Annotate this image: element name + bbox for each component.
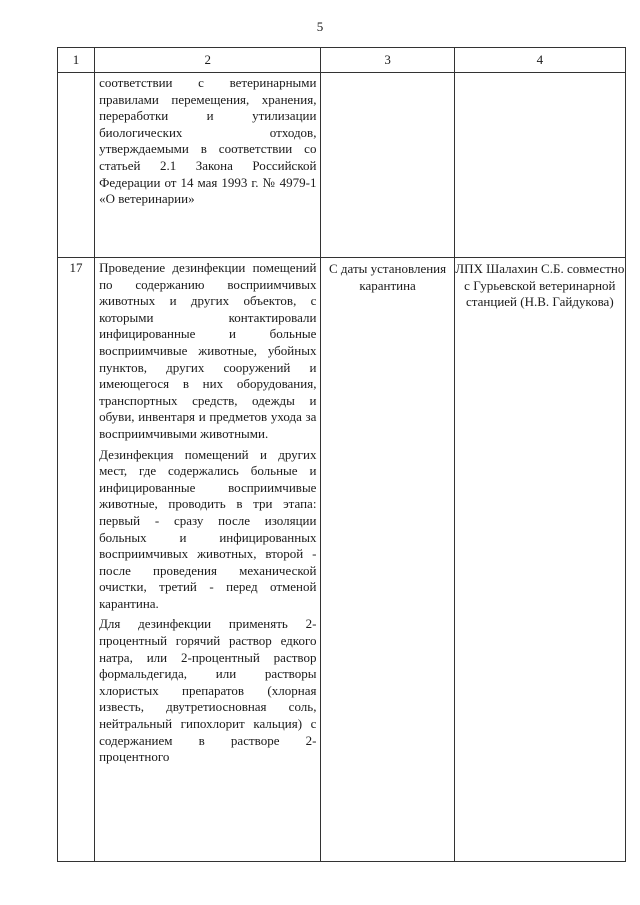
cell-continuation-text: соответствии с ветеринарными правилами перемещения, хранения, переработки и утилизации биологических отходов, утверждаемыми в соответствии со статьей 2.1 Закона Российской Федерации от 14 мая 1993 г. № 4979-1 «О ветеринарии» <box>95 73 321 258</box>
table-header-row <box>58 48 626 73</box>
measure-paragraph-1: Проведение дезинфекции помещений по содержанию восприимчивых животных и других объектов, с которыми контактировали инфицированные и больные восприимчивые животные, убойных пунктов, других сооружений и имеющегося в них оборудования, транспортных средств, одежды и обуви, инвентаря и предметов ухода за восприимчивыми животными. <box>99 260 317 441</box>
table-row-17 <box>58 258 626 862</box>
measure-paragraph-2: Дезинфекция помещений и других мест, где содержались больные и инфицированные восприимчивые животные, проводить в три этапа: первый - сразу после изоляции больных и инфицированных восприимчивых животных, второй - после проведения механической очистки, третий - перед отменой карантина. <box>99 446 317 611</box>
page-number: 5 <box>316 19 324 34</box>
cell-responsible: ЛПХ Шалахин С.Б. совместно с Гурьевской ветеринарной станцией (Н.В. Гайдукова) <box>454 258 625 862</box>
cell-deadline: С даты установления карантина <box>321 258 454 862</box>
cell-number-empty <box>58 73 95 258</box>
header-col-4: 4 <box>454 48 625 73</box>
table-row-continuation <box>58 73 626 258</box>
cell-measure-description <box>95 258 321 862</box>
cell-deadline-empty <box>321 73 454 258</box>
cell-row-number: 17 <box>58 258 95 862</box>
cell-responsible-empty <box>454 73 625 258</box>
measure-paragraph-3: Для дезинфекции применять 2-процентный горячий раствор едкого натра, или 2-процентный раствор формальдегида, или растворы хлористых препаратов (хлорная известь, двутретиосновная соль, нейтральный гипохлорит кальция) с содержанием в растворе 2-процентного <box>99 616 317 765</box>
header-col-2: 2 <box>95 48 321 73</box>
measures-table <box>57 47 626 862</box>
header-col-1: 1 <box>58 48 95 73</box>
header-col-3: 3 <box>321 48 454 73</box>
